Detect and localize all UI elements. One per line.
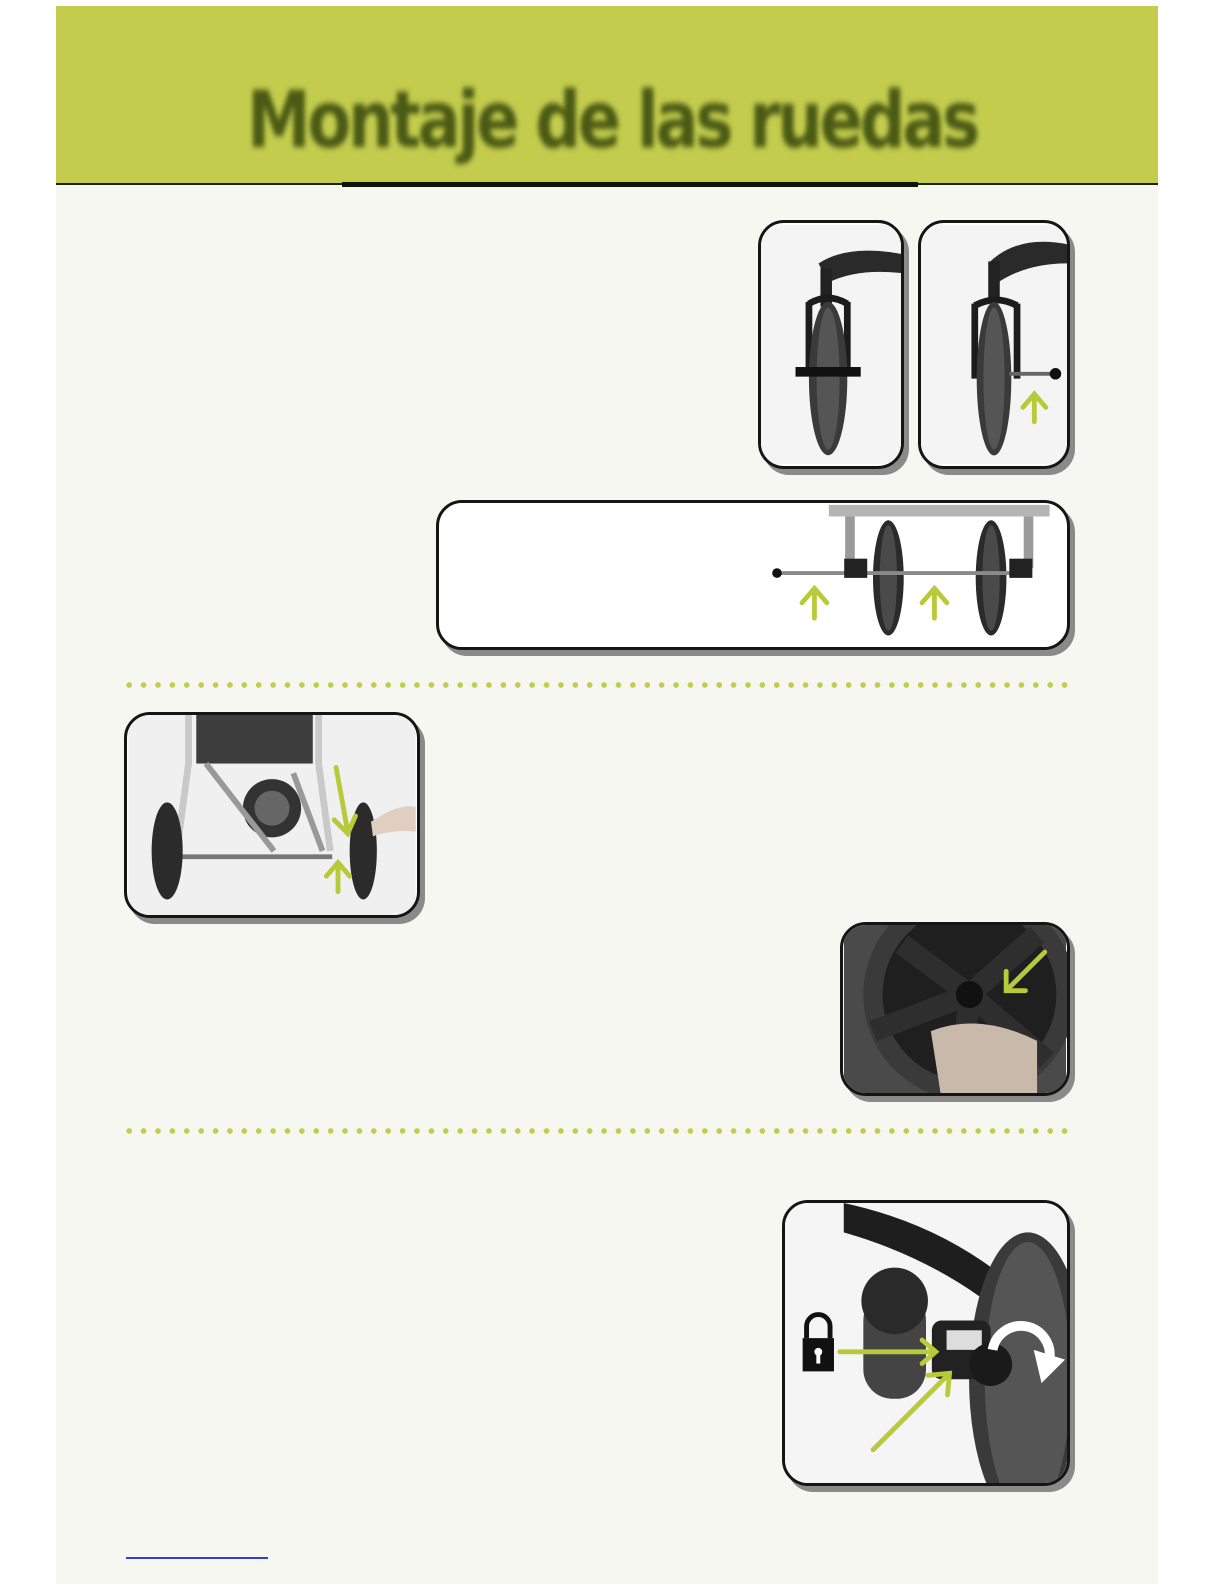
front-wheel-fork-photo (758, 220, 904, 469)
page-title: Montaje de las ruedas (247, 76, 977, 166)
rear-axle-illustration (439, 503, 1067, 647)
wheel-lock-illustration (785, 1203, 1067, 1483)
front-wheel-axle-photo (918, 220, 1070, 469)
footer-link-underline (126, 1557, 268, 1559)
wheel-hub-illustration (843, 925, 1067, 1093)
wheel-lock-knob-photo (782, 1200, 1070, 1486)
front-wheel-axle-illustration (921, 223, 1067, 466)
section-separator (122, 682, 1072, 688)
front-wheel-fork-illustration (761, 223, 901, 466)
rear-axle-wheels-photo (436, 500, 1070, 650)
stroller-rear-wheel-illustration (127, 715, 417, 915)
wheel-hub-button-photo (840, 922, 1070, 1096)
stroller-rear-wheel-photo (124, 712, 420, 918)
section-separator (122, 1128, 1072, 1134)
title-underline (342, 182, 918, 187)
